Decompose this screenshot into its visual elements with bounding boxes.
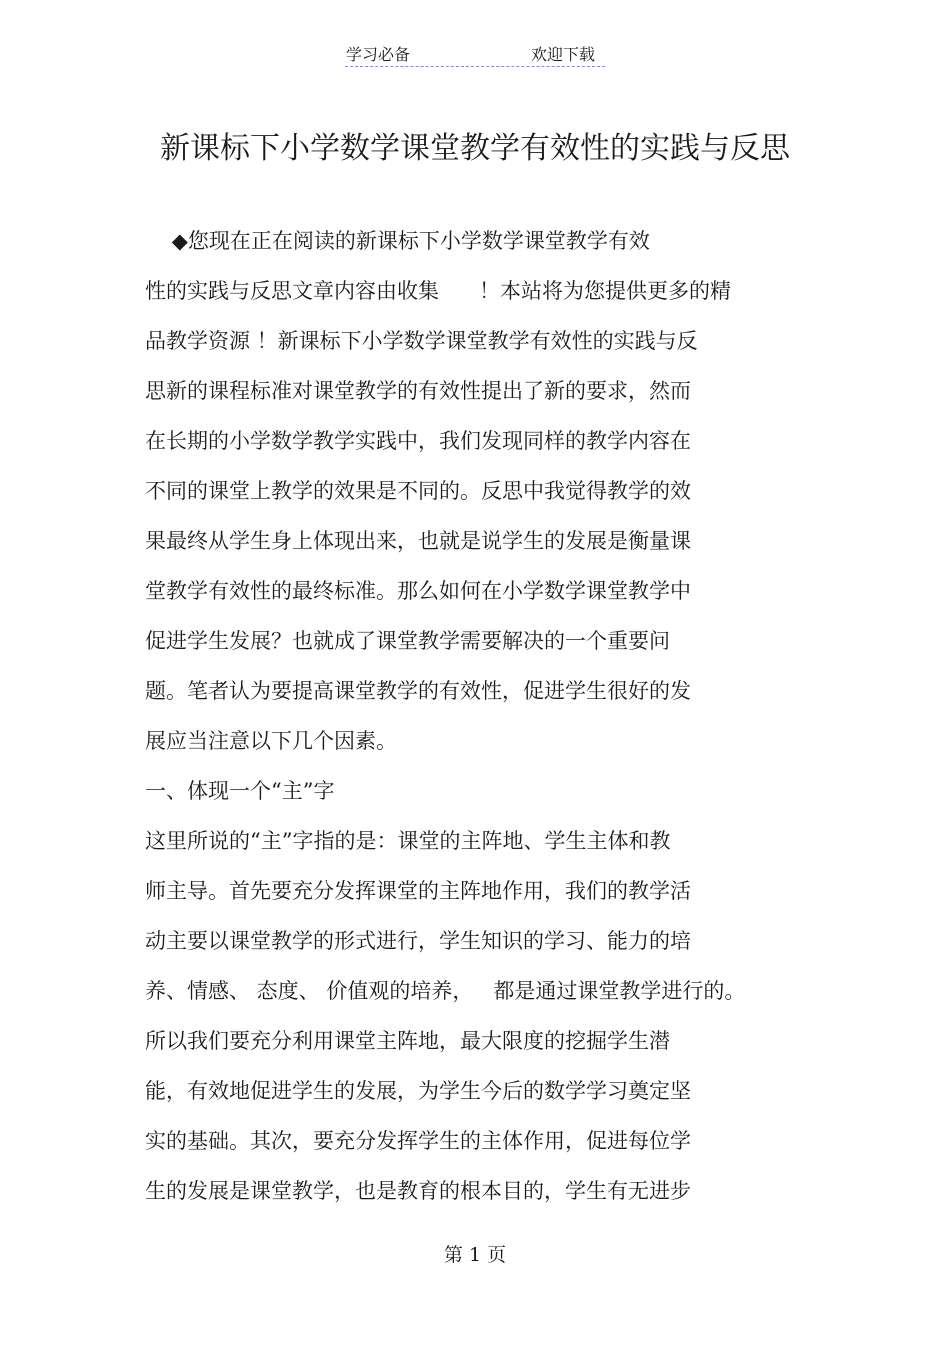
text-line: 不同的课堂上教学的效果是不同的。反思中我觉得教学的效 <box>145 479 691 503</box>
text-line: 题。笔者认为要提高课堂教学的有效性，促进学生很好的发 <box>145 679 691 703</box>
text-line: 促进学生发展？也就成了课堂教学需要解决的一个重要问 <box>145 629 670 653</box>
text-line: 堂教学有效性的最终标准。那么如何在小学数学课堂教学中 <box>145 579 691 603</box>
section-heading: 一、体现一个“主”字 <box>145 779 335 803</box>
text-line: 师主导。首先要充分发挥课堂的主阵地作用，我们的教学活 <box>145 879 691 903</box>
text-line: 这里所说的“主”字指的是：课堂的主阵地、学生主体和教 <box>145 829 671 853</box>
text-line: ◆您现在正在阅读的新课标下小学数学课堂教学有效 <box>145 229 650 253</box>
text-line: 展应当注意以下几个因素。 <box>145 729 397 753</box>
text-line: 养、情感、 态度、 价值观的培养， 都是通过课堂教学进行的。 <box>145 979 746 1003</box>
text-line: 性的实践与反思文章内容由收集 ！本站将为您提供更多的精 <box>145 279 732 303</box>
document-title: 新课标下小学数学课堂教学有效性的实践与反思 <box>160 131 790 166</box>
text-line: 所以我们要充分利用课堂主阵地，最大限度的挖掘学生潜 <box>145 1029 670 1053</box>
page-number: 第 1 页 <box>443 1244 507 1266</box>
page-header <box>345 42 605 67</box>
header-left-text: 学习必备 <box>346 45 411 64</box>
text-line: 动主要以课堂教学的形式进行，学生知识的学习、能力的培 <box>145 929 691 953</box>
header-right-text: 欢迎下载 <box>531 45 596 64</box>
text-line: 品教学资源 ！新课标下小学数学课堂教学有效性的实践与反 <box>145 329 698 353</box>
text-line: 思新的课程标准对课堂教学的有效性提出了新的要求，然而 <box>145 379 691 403</box>
text-line: 实的基础。其次，要充分发挥学生的主体作用，促进每位学 <box>145 1129 691 1153</box>
text-line: 果最终从学生身上体现出来，也就是说学生的发展是衡量课 <box>145 529 691 553</box>
text-line: 在长期的小学数学教学实践中，我们发现同样的教学内容在 <box>145 429 691 453</box>
text-line: 生的发展是课堂教学，也是教育的根本目的，学生有无进步 <box>145 1179 691 1203</box>
text-line: 能，有效地促进学生的发展，为学生今后的数学学习奠定坚 <box>145 1079 691 1103</box>
